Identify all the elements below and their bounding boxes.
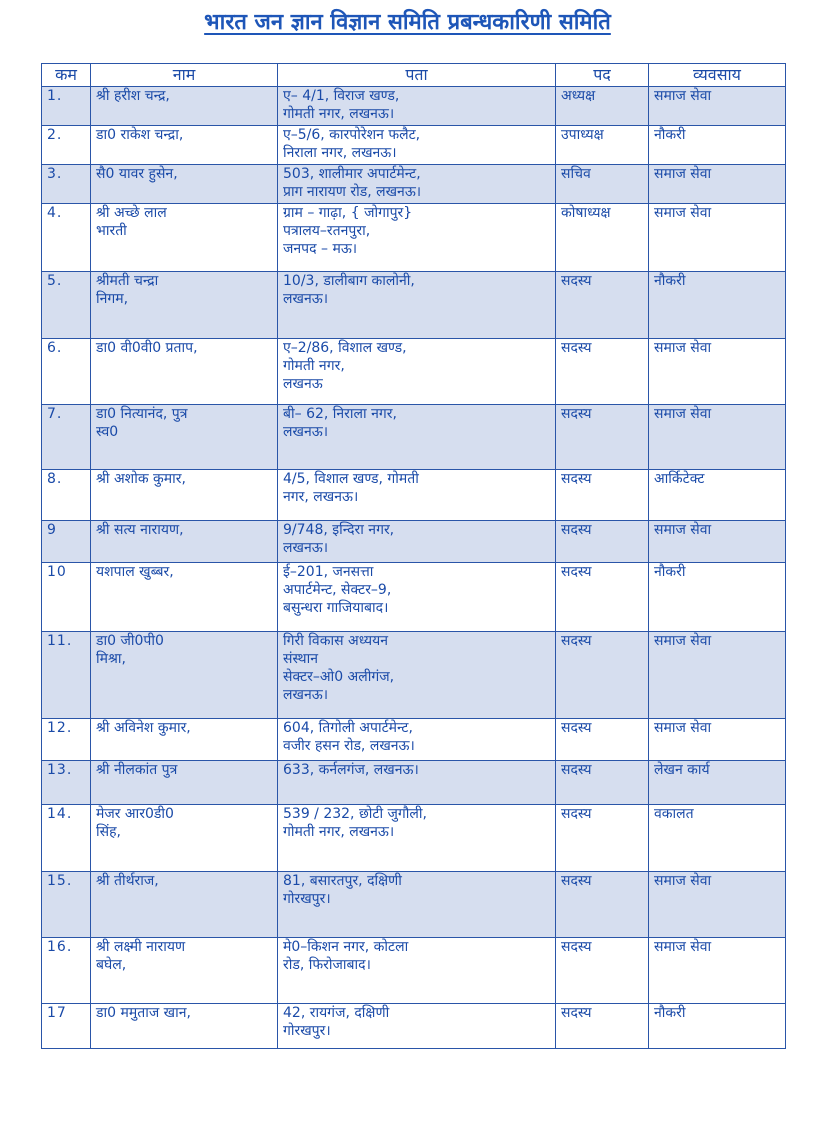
table-row: [42, 719, 786, 761]
table-row: [42, 470, 786, 521]
cell-post: सदस्य: [556, 761, 649, 805]
cell-occupation: समाज सेवा: [649, 632, 786, 719]
table-row: [42, 632, 786, 719]
table-row: [42, 126, 786, 165]
cell-occupation: समाज सेवा: [649, 339, 786, 405]
cell-post: सदस्य: [556, 938, 649, 1004]
cell-occupation: आर्किटेक्ट: [649, 470, 786, 521]
cell-serial: 12.: [42, 719, 91, 761]
cell-name: डा0 ममुताज खान,: [91, 1004, 278, 1049]
cell-name: यशपाल खुब्बर,: [91, 563, 278, 632]
cell-occupation: समाज सेवा: [649, 165, 786, 204]
table-header-row: [42, 64, 786, 87]
cell-serial: 2.: [42, 126, 91, 165]
cell-occupation: नौकरी: [649, 272, 786, 339]
cell-serial: 14.: [42, 805, 91, 872]
table-row: [42, 204, 786, 272]
cell-serial: 3.: [42, 165, 91, 204]
cell-address: ए–2/86, विशाल खण्ड, गोमती नगर, लखनऊ: [278, 339, 556, 405]
cell-name: डा0 जी0पी0 मिश्रा,: [91, 632, 278, 719]
cell-name: श्री नीलकांत पुत्र: [91, 761, 278, 805]
cell-name: डा0 राकेश चन्द्रा,: [91, 126, 278, 165]
cell-name: डा0 नित्यानंद, पुत्र स्व0: [91, 405, 278, 470]
cell-address: 10/3, डालीबाग कालोनी, लखनऊ।: [278, 272, 556, 339]
cell-name: सै0 यावर हुसेन,: [91, 165, 278, 204]
cell-post: सदस्य: [556, 1004, 649, 1049]
cell-address: बी– 62, निराला नगर, लखनऊ।: [278, 405, 556, 470]
header-occupation: व्यवसाय: [649, 64, 786, 87]
cell-name: श्री अशोक कुमार,: [91, 470, 278, 521]
cell-post: सदस्य: [556, 272, 649, 339]
cell-address: 42, रायगंज, दक्षिणी गोरखपुर।: [278, 1004, 556, 1049]
cell-address: गिरी विकास अध्ययन संस्थान सेक्टर–ओ0 अलीगंज, लखनऊ।: [278, 632, 556, 719]
cell-occupation: समाज सेवा: [649, 938, 786, 1004]
cell-occupation: समाज सेवा: [649, 719, 786, 761]
cell-post: सदस्य: [556, 805, 649, 872]
cell-post: सदस्य: [556, 563, 649, 632]
header-name: नाम: [91, 64, 278, 87]
header-post: पद: [556, 64, 649, 87]
cell-name: श्री सत्य नारायण,: [91, 521, 278, 563]
cell-name: श्री अच्छे लाल भारती: [91, 204, 278, 272]
cell-name: श्री अविनेश कुमार,: [91, 719, 278, 761]
table-row: [42, 521, 786, 563]
cell-serial: 5.: [42, 272, 91, 339]
cell-occupation: नौकरी: [649, 563, 786, 632]
cell-name: मेजर आर0डी0 सिंह,: [91, 805, 278, 872]
cell-occupation: नौकरी: [649, 126, 786, 165]
cell-name: श्री तीर्थराज,: [91, 872, 278, 938]
table-row: [42, 87, 786, 126]
table-row: [42, 405, 786, 470]
cell-address: ई–201, जनसत्ता अपार्टमेन्ट, सेक्टर–9, बसुन्धरा गाजियाबाद।: [278, 563, 556, 632]
cell-serial: 1.: [42, 87, 91, 126]
cell-address: 503, शालीमार अपार्टमेन्ट, प्राग नारायण रोड, लखनऊ।: [278, 165, 556, 204]
cell-post: कोषाध्यक्ष: [556, 204, 649, 272]
table-row: [42, 872, 786, 938]
cell-serial: 4.: [42, 204, 91, 272]
table-row: [42, 563, 786, 632]
cell-post: सदस्य: [556, 719, 649, 761]
cell-address: 4/5, विशाल खण्ड, गोमती नगर, लखनऊ।: [278, 470, 556, 521]
table-row: [42, 938, 786, 1004]
cell-occupation: लेखन कार्य: [649, 761, 786, 805]
page-title: भारत जन ज्ञान विज्ञान समिति प्रबन्धकारिणी समिति: [204, 10, 611, 35]
cell-serial: 16.: [42, 938, 91, 1004]
cell-address: 604, तिगोली अपार्टमेन्ट, वजीर हसन रोड, लखनऊ।: [278, 719, 556, 761]
cell-address: 539 / 232, छोटी जुगौली, गोमती नगर, लखनऊ।: [278, 805, 556, 872]
cell-serial: 9: [42, 521, 91, 563]
cell-serial: 17: [42, 1004, 91, 1049]
cell-occupation: समाज सेवा: [649, 521, 786, 563]
cell-address: ग्राम – गाढ़ा, { जोगापुर} पत्रालय–रतनपुरा, जनपद – मऊ।: [278, 204, 556, 272]
cell-name: श्रीमती चन्द्रा निगम,: [91, 272, 278, 339]
cell-post: सदस्य: [556, 872, 649, 938]
cell-post: सदस्य: [556, 470, 649, 521]
cell-occupation: नौकरी: [649, 1004, 786, 1049]
table-row: [42, 805, 786, 872]
cell-post: सदस्य: [556, 339, 649, 405]
cell-post: सचिव: [556, 165, 649, 204]
table-row: [42, 165, 786, 204]
cell-address: 633, कर्नलगंज, लखनऊ।: [278, 761, 556, 805]
cell-post: उपाध्यक्ष: [556, 126, 649, 165]
header-serial: कम: [42, 64, 91, 87]
cell-occupation: समाज सेवा: [649, 872, 786, 938]
members-table: [41, 63, 786, 1049]
cell-occupation: समाज सेवा: [649, 87, 786, 126]
cell-occupation: समाज सेवा: [649, 405, 786, 470]
cell-name: डा0 वी0वी0 प्रताप,: [91, 339, 278, 405]
cell-post: सदस्य: [556, 405, 649, 470]
cell-serial: 6.: [42, 339, 91, 405]
cell-post: सदस्य: [556, 632, 649, 719]
cell-occupation: समाज सेवा: [649, 204, 786, 272]
cell-address: 81, बसारतपुर, दक्षिणी गोरखपुर।: [278, 872, 556, 938]
table-row: [42, 761, 786, 805]
cell-serial: 7.: [42, 405, 91, 470]
header-address: पता: [278, 64, 556, 87]
cell-address: ए–5/6, कारपोरेशन फलैट, निराला नगर, लखनऊ।: [278, 126, 556, 165]
table-row: [42, 1004, 786, 1049]
table-row: [42, 339, 786, 405]
cell-serial: 13.: [42, 761, 91, 805]
cell-post: अध्यक्ष: [556, 87, 649, 126]
cell-post: सदस्य: [556, 521, 649, 563]
cell-name: श्री लक्ष्मी नारायण बघेल,: [91, 938, 278, 1004]
cell-occupation: वकालत: [649, 805, 786, 872]
cell-serial: 11.: [42, 632, 91, 719]
cell-address: ए– 4/1, विराज खण्ड, गोमती नगर, लखनऊ।: [278, 87, 556, 126]
cell-serial: 15.: [42, 872, 91, 938]
cell-serial: 8.: [42, 470, 91, 521]
cell-name: श्री हरीश चन्द्र,: [91, 87, 278, 126]
cell-address: 9/748, इन्दिरा नगर, लखनऊ।: [278, 521, 556, 563]
cell-serial: 10: [42, 563, 91, 632]
cell-address: मे0–किशन नगर, कोटला रोड, फिरोजाबाद।: [278, 938, 556, 1004]
table-row: [42, 272, 786, 339]
